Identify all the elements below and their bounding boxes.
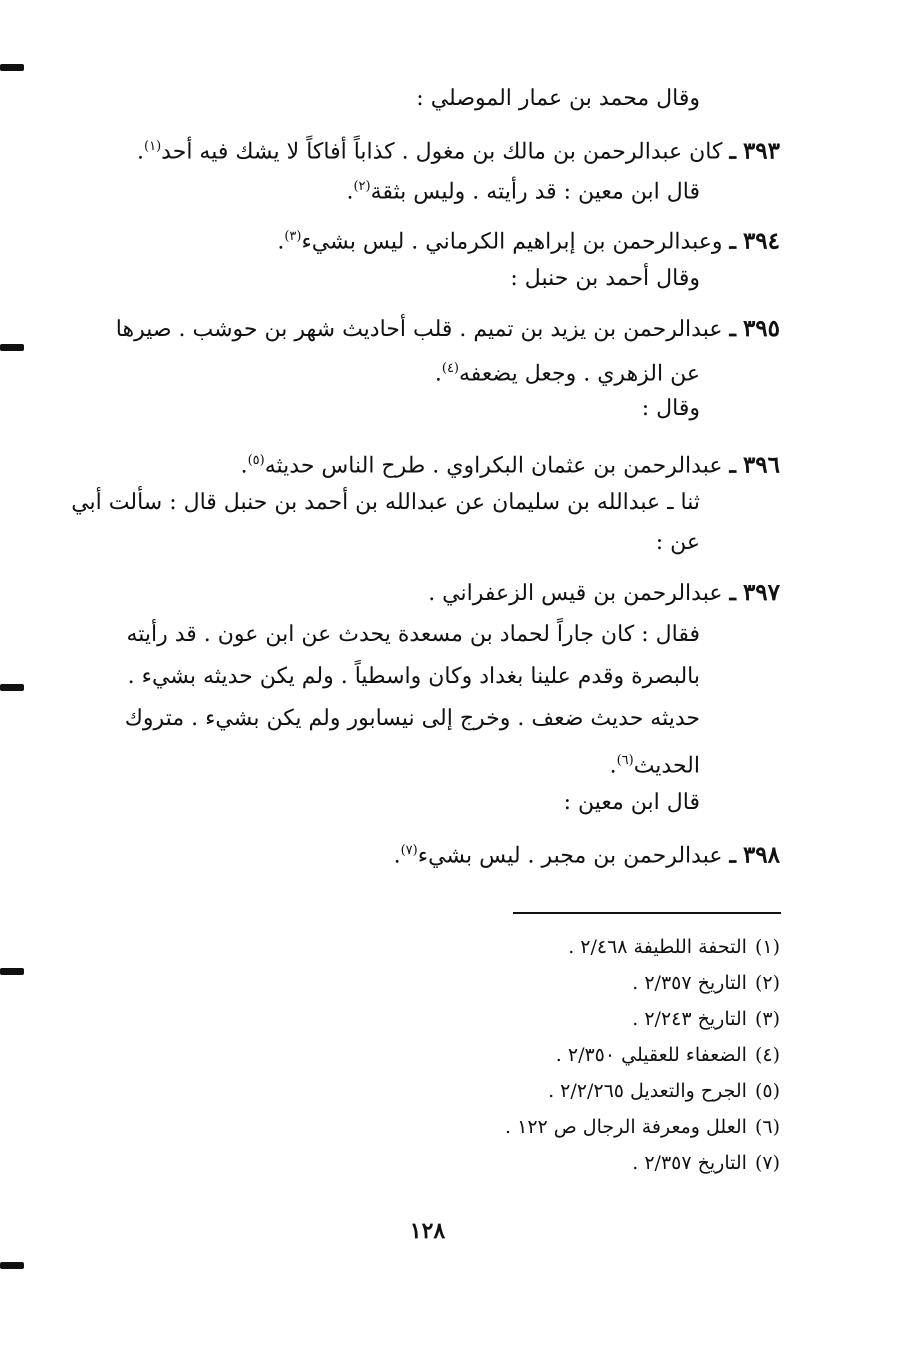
line-text: وقال محمد بن عمار الموصلي :: [416, 86, 700, 111]
period: .: [434, 361, 442, 387]
entry-dash: ـ: [729, 316, 736, 342]
footnote-text: التاريخ ٢/٢٤٣ .: [632, 1008, 747, 1030]
line-text: فقال : كان جاراً لحماد بن مسعدة يحدث عن ابن عون . قد رأيته: [126, 622, 700, 647]
entry-396: [241, 444, 780, 483]
entry-text: عبدالرحمن بن مجبر . ليس بشيء: [417, 843, 723, 869]
footnote-text: التاريخ ٢/٣٥٧ .: [632, 972, 747, 994]
entry-393: [137, 130, 780, 169]
footnote-text: التحفة اللطيفة ٢/٤٦٨ .: [568, 936, 747, 958]
entry-text: عبدالرحمن بن عثمان البكراوي . طرح الناس حديثه: [264, 453, 723, 479]
line-text: وقال أحمد بن حنبل :: [510, 266, 700, 291]
line-text: بالبصرة وقدم علينا بغداد وكان واسطياً . ولم يكن حديثه بشيء .: [127, 664, 700, 689]
period: .: [393, 843, 401, 869]
entry-number: ٣٩٤: [742, 227, 780, 255]
footnote-ref[interactable]: (٣): [284, 229, 302, 244]
text-line: [71, 486, 700, 520]
text-line: [346, 170, 700, 209]
line-text: ثنا ـ عبدالله بن سليمان عن عبدالله بن أحمد بن حنبل قال : سألت أبي: [71, 490, 700, 515]
entry-dash: ـ: [729, 580, 736, 606]
scan-edge-mark: [0, 1262, 24, 1269]
footnote: [632, 1004, 780, 1034]
line-text: وقال :: [641, 396, 700, 421]
line-text: قال ابن معين : قد رأيته . وليس بثقة: [370, 179, 700, 205]
line-text: حديثه حديث ضعف . وخرج إلى نيسابور ولم يكن بشيء . متروك: [124, 706, 700, 731]
text-line: [510, 262, 700, 296]
text-line: [416, 82, 700, 116]
footnote-divider: [513, 912, 781, 914]
entry-text: عبدالرحمن بن قيس الزعفراني .: [428, 581, 723, 606]
entry-text: كان عبدالرحمن بن مالك بن مغول . كذاباً أفاكاً لا يشك فيه أحد: [161, 139, 723, 165]
scan-edge-mark: [0, 684, 24, 691]
entry-dash: ـ: [729, 228, 736, 255]
footnote-ref[interactable]: (٤): [441, 361, 459, 376]
entry-398: [394, 834, 780, 873]
line-text: عن :: [655, 530, 700, 555]
entry-dash: ـ: [729, 138, 736, 165]
entry-395: [116, 312, 780, 347]
scan-edge-mark: [0, 968, 24, 975]
line-text: قال ابن معين :: [563, 790, 700, 815]
scan-edge-mark: [0, 64, 24, 71]
entry-394: [277, 220, 780, 259]
footnote-ref[interactable]: (٥): [247, 453, 265, 468]
footnote-ref[interactable]: (٢): [353, 179, 371, 194]
period: .: [346, 179, 354, 205]
entry-397: [428, 576, 780, 611]
period: .: [240, 453, 248, 479]
text-line: [125, 702, 700, 736]
period: .: [137, 139, 145, 165]
page-number: ١٢٨: [409, 1218, 446, 1244]
text-line: [656, 526, 700, 560]
footnote-number: (٦): [754, 1116, 780, 1138]
entry-number: ٣٩٧: [742, 579, 780, 606]
footnote: [568, 932, 780, 962]
text-line: [126, 618, 700, 652]
footnote-text: الجرح والتعديل ٢/٢/٢٦٥ .: [548, 1080, 747, 1102]
text-line: [128, 660, 700, 694]
footnote-number: (٢): [754, 972, 780, 994]
entry-text: وعبدالرحمن بن إبراهيم الكرماني . ليس بشيء: [301, 229, 723, 255]
footnote-text: الضعفاء للعقيلي ٢/٣٥٠ .: [555, 1044, 747, 1066]
text-line: [435, 352, 700, 391]
entry-dash: ـ: [729, 842, 736, 869]
line-text: عن الزهري . وجعل يضعفه: [459, 361, 700, 387]
footnote-number: (٤): [754, 1044, 780, 1066]
text-line: [564, 786, 700, 820]
footnote-number: (٧): [754, 1152, 780, 1174]
footnote: [505, 1112, 780, 1142]
period: .: [609, 753, 617, 779]
entry-text: عبدالرحمن بن يزيد بن تميم . قلب أحاديث شهر بن حوشب . صيرها: [115, 317, 723, 342]
entry-number: ٣٩٣: [742, 137, 780, 165]
footnote-number: (٥): [754, 1080, 780, 1102]
entry-number: ٣٩٦: [742, 451, 780, 479]
footnote: [632, 968, 780, 998]
footnote-ref[interactable]: (١): [144, 139, 162, 154]
line-text: الحديث: [633, 753, 700, 779]
footnote: [548, 1076, 780, 1106]
footnote: [632, 1148, 780, 1178]
period: .: [277, 229, 285, 255]
footnote-number: (١): [754, 936, 780, 958]
text-line: [642, 392, 700, 426]
footnote: [556, 1040, 780, 1070]
entry-dash: ـ: [729, 452, 736, 479]
text-line: [610, 744, 700, 783]
footnote-text: العلل ومعرفة الرجال ص ١٢٢ .: [505, 1116, 747, 1138]
footnote-text: التاريخ ٢/٣٥٧ .: [632, 1152, 747, 1174]
scan-edge-mark: [0, 344, 24, 351]
entry-number: ٣٩٥: [742, 315, 780, 342]
footnote-ref[interactable]: (٧): [400, 843, 418, 858]
footnote-ref[interactable]: (٦): [616, 753, 634, 768]
entry-number: ٣٩٨: [742, 841, 780, 869]
footnote-number: (٣): [754, 1008, 780, 1030]
